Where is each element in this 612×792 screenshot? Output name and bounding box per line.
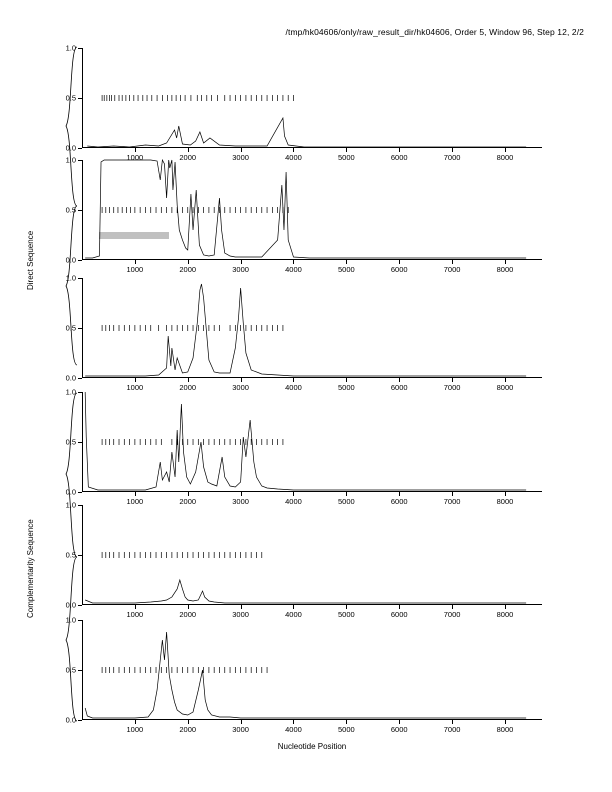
x-tick [135, 492, 136, 496]
x-tick-label: 3000 [232, 383, 249, 392]
x-tick [241, 492, 242, 496]
x-tick-label: 4000 [285, 610, 302, 619]
x-tick-label: 6000 [390, 725, 408, 734]
x-tick [452, 720, 453, 724]
y-tick-label: 0.0 [65, 715, 76, 725]
series-plot [82, 620, 542, 720]
y-tick-label: 0.5 [65, 93, 76, 103]
x-tick-label: 2000 [179, 265, 197, 274]
x-tick [241, 378, 242, 382]
x-tick [188, 260, 189, 264]
x-tick-label: 1000 [126, 725, 144, 734]
marker-row [102, 552, 262, 558]
y-tick [78, 492, 82, 493]
y-tick-label: 1.0 [65, 615, 76, 625]
y-tick-label: 0.5 [65, 323, 76, 333]
series-plot [82, 505, 542, 605]
x-tick-label: 6000 [390, 383, 408, 392]
x-tick [188, 492, 189, 496]
series-line [85, 632, 526, 718]
x-tick-label: 8000 [496, 610, 514, 619]
x-tick-label: 6000 [390, 153, 408, 162]
x-tick [505, 720, 506, 724]
x-tick [505, 378, 506, 382]
x-tick-label: 3000 [232, 265, 249, 274]
x-tick-label: 1000 [126, 265, 144, 274]
y-tick-label: 0.5 [65, 205, 76, 215]
x-tick-label: 7000 [443, 610, 461, 619]
x-tick-label: 5000 [338, 383, 355, 392]
y-tick-label: 1.0 [65, 500, 76, 510]
x-tick [188, 720, 189, 724]
x-tick-label: 5000 [338, 265, 355, 274]
series-line [85, 580, 526, 603]
x-tick [505, 605, 506, 609]
x-tick-label: 4000 [285, 383, 302, 392]
x-tick [346, 378, 347, 382]
y-tick-label: 0.0 [65, 255, 76, 265]
subplot-3 [65, 273, 542, 392]
x-tick-label: 3000 [232, 153, 249, 162]
x-tick-label: 5000 [338, 610, 355, 619]
x-tick [346, 260, 347, 264]
series-line [85, 392, 526, 490]
x-tick-label: 1000 [126, 383, 144, 392]
subplot-1 [65, 43, 542, 162]
subplot-2 [65, 155, 542, 274]
series-plot [82, 392, 542, 492]
x-tick [346, 148, 347, 152]
x-tick-label: 4000 [285, 725, 302, 734]
x-tick-label: 7000 [443, 265, 461, 274]
x-tick-label: 6000 [390, 610, 408, 619]
x-tick-label: 8000 [496, 725, 514, 734]
x-tick [399, 148, 400, 152]
series-line [87, 118, 526, 147]
marker-row [102, 325, 283, 331]
x-tick-label: 2000 [179, 153, 197, 162]
x-tick-label: 1000 [126, 497, 144, 506]
x-tick [452, 378, 453, 382]
x-tick [241, 148, 242, 152]
x-tick-label: 2000 [179, 610, 197, 619]
figure-title: /tmp/hk04606/only/raw_result_dir/hk04606, Order 5, Window 96, Step 12, 2/2 [285, 27, 584, 37]
x-tick-label: 3000 [232, 497, 249, 506]
x-tick-label: 7000 [443, 383, 461, 392]
series-plot [82, 278, 542, 378]
x-tick-label: 3000 [232, 725, 249, 734]
y-tick-label: 0.5 [65, 550, 76, 560]
x-tick-label: 3000 [232, 610, 249, 619]
x-tick [346, 720, 347, 724]
x-tick [135, 378, 136, 382]
y-tick [78, 260, 82, 261]
y-tick [78, 148, 82, 149]
x-tick [399, 260, 400, 264]
x-tick [241, 260, 242, 264]
y-tick-label: 0.0 [65, 373, 76, 383]
y-tick-label: 1.0 [65, 43, 76, 53]
x-tick [293, 720, 294, 724]
x-tick-label: 6000 [390, 265, 408, 274]
x-tick [241, 720, 242, 724]
marker-row [102, 95, 293, 101]
marker-row [102, 439, 283, 445]
x-tick [188, 605, 189, 609]
x-tick [135, 148, 136, 152]
x-tick [293, 148, 294, 152]
x-tick [505, 260, 506, 264]
x-tick [135, 260, 136, 264]
x-tick-label: 4000 [285, 497, 302, 506]
subplot-5 [65, 500, 542, 619]
series-plot [82, 48, 542, 148]
y-tick [78, 720, 82, 721]
x-tick-label: 2000 [179, 497, 197, 506]
y-tick-label: 1.0 [65, 387, 76, 397]
x-tick [293, 605, 294, 609]
x-tick [399, 492, 400, 496]
x-tick [293, 378, 294, 382]
y-tick-label: 1.0 [65, 273, 76, 283]
x-tick-label: 5000 [338, 153, 355, 162]
x-tick [135, 605, 136, 609]
x-tick [452, 605, 453, 609]
subplot-4 [65, 387, 542, 506]
x-tick-label: 8000 [496, 497, 514, 506]
x-tick [505, 148, 506, 152]
marker-row [102, 207, 288, 213]
x-tick [135, 720, 136, 724]
x-tick [346, 492, 347, 496]
x-tick [399, 605, 400, 609]
x-tick-label: 5000 [338, 497, 355, 506]
series-line [85, 284, 526, 376]
x-tick [452, 492, 453, 496]
x-tick [293, 492, 294, 496]
x-tick-label: 7000 [443, 153, 461, 162]
x-tick-label: 8000 [496, 153, 514, 162]
x-tick-label: 7000 [443, 725, 461, 734]
y-axis-title-direct: Direct Sequence [26, 230, 35, 290]
x-tick-label: 4000 [285, 265, 302, 274]
series-line [85, 160, 526, 258]
x-tick [452, 260, 453, 264]
x-tick-label: 4000 [285, 153, 302, 162]
x-tick-label: 1000 [126, 153, 144, 162]
y-tick-label: 0.5 [65, 437, 76, 447]
y-axis-title-complementarity: Complementarity Sequence [26, 519, 35, 618]
x-tick-label: 8000 [496, 265, 514, 274]
x-tick [346, 605, 347, 609]
x-tick-label: 5000 [338, 725, 355, 734]
x-tick-label: 2000 [179, 383, 197, 392]
y-tick [78, 605, 82, 606]
x-tick-label: 7000 [443, 497, 461, 506]
x-tick [241, 605, 242, 609]
x-axis-title: Nucleotide Position [277, 742, 347, 751]
marker-row [102, 667, 267, 673]
y-tick [78, 378, 82, 379]
subplot-6 [65, 615, 542, 734]
x-tick [399, 720, 400, 724]
y-tick-label: 0.0 [65, 143, 76, 153]
x-tick [505, 492, 506, 496]
y-tick-label: 0.5 [65, 665, 76, 675]
x-tick [399, 378, 400, 382]
x-tick-label: 8000 [496, 383, 514, 392]
x-tick-label: 1000 [126, 610, 144, 619]
x-tick-label: 2000 [179, 725, 197, 734]
x-tick-label: 6000 [390, 497, 408, 506]
y-tick-label: 1.0 [65, 155, 76, 165]
y-tick-label: 0.0 [65, 600, 76, 610]
x-tick [293, 260, 294, 264]
x-tick [452, 148, 453, 152]
series-plot [82, 160, 542, 260]
x-tick [188, 378, 189, 382]
x-tick [188, 148, 189, 152]
y-tick-label: 0.0 [65, 487, 76, 497]
